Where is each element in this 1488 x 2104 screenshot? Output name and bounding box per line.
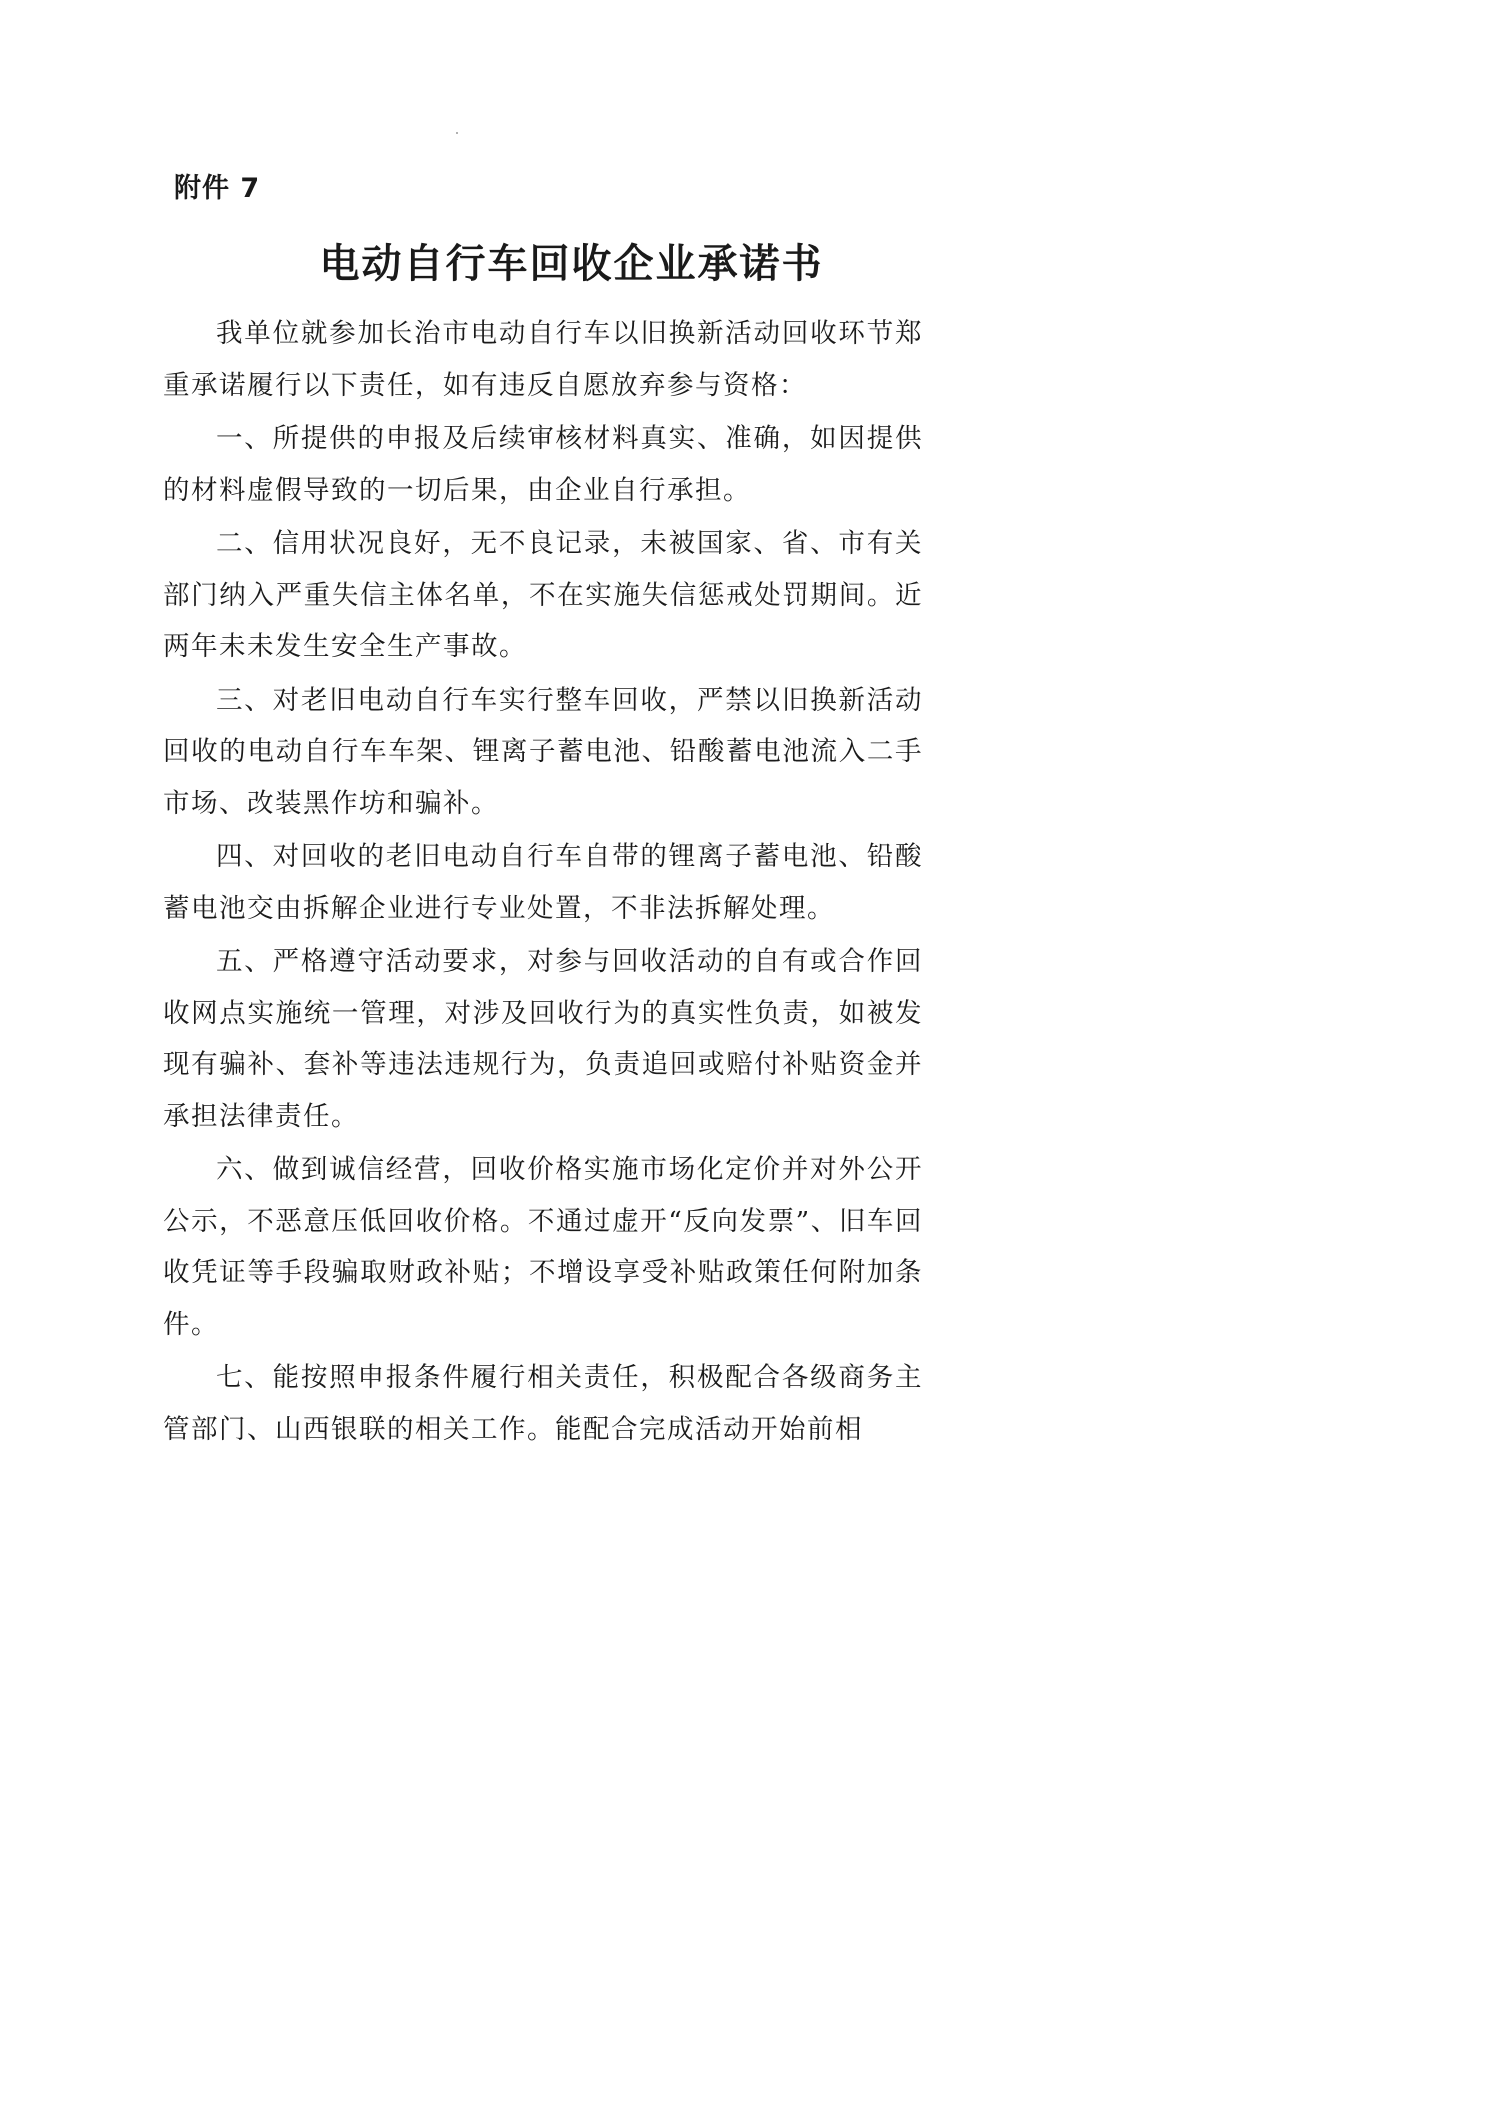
scan-speck [456, 132, 458, 134]
paragraph-clause-3: 三、对老旧电动自行车实行整车回收，严禁以旧换新活动回收的电动自行车车架、锂离子蓄电池、铅酸蓄电池流入二手市场、改装黑作坊和骗补。 [163, 684, 923, 819]
paragraph-clause-1: 一、所提供的申报及后续审核材料真实、准确，如因提供的材料虚假导致的一切后果，由企业自行承担。 [163, 423, 923, 506]
paragraph-intro: 我单位就参加长治市电动自行车以旧换新活动回收环节郑重承诺履行以下责任，如有违反自愿放弃参与资格： [163, 318, 923, 401]
paragraph-clause-5: 五、严格遵守活动要求，对参与回收活动的自有或合作回收网点实施统一管理，对涉及回收行为的真实性负责，如被发现有骗补、套补等违法违规行为，负责追回或赔付补贴资金并承担法律责任。 [163, 946, 923, 1132]
paragraph-clause-6: 六、做到诚信经营，回收价格实施市场化定价并对外公开公示，不恶意压低回收价格。不通过虚开“反向发票”、旧车回收凭证等手段骗取财政补贴；不增设享受补贴政策任何附加条件。 [163, 1154, 923, 1340]
attachment-label: 附件 7 [174, 173, 261, 204]
document-body [163, 308, 923, 1457]
document-title: 电动自行车回收企业承诺书 [319, 240, 824, 287]
paragraph-clause-4: 四、对回收的老旧电动自行车自带的锂离子蓄电池、铅酸蓄电池交由拆解企业进行专业处置，不非法拆解处理。 [163, 841, 923, 924]
paragraph-clause-7: 七、能按照申报条件履行相关责任，积极配合各级商务主管部门、山西银联的相关工作。能配合完成活动开始前相 [163, 1362, 923, 1445]
paragraph-clause-2: 二、信用状况良好，无不良记录，未被国家、省、市有关部门纳入严重失信主体名单，不在实施失信惩戒处罚期间。近两年未未发生安全生产事故。 [163, 528, 923, 662]
